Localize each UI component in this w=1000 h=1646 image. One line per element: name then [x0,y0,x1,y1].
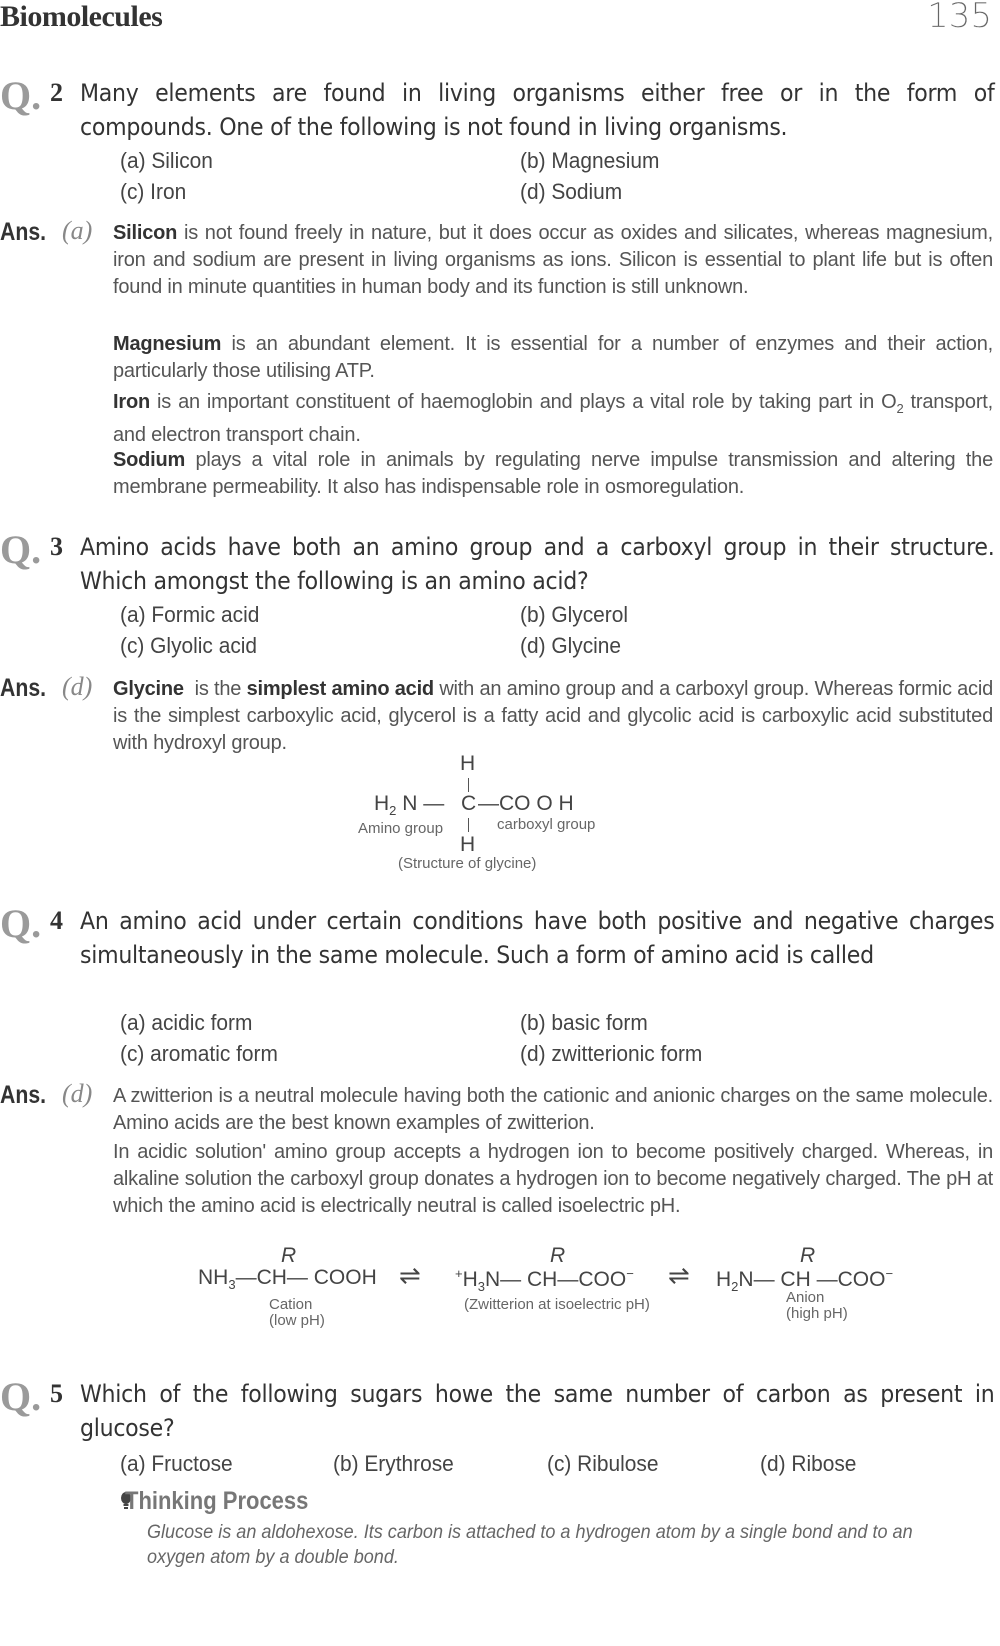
question-number: 4 [50,906,63,935]
anion-formula: $H_2N—$ CH —COO− [716,1266,894,1295]
amino-nh2: $H_2$ N — [374,792,445,819]
page-header [0,0,1000,40]
carboxyl-group-label: carboxyl group [497,816,596,833]
zwitterion-formula: $^+H_3N—$ CH—COO− [455,1266,634,1295]
alpha-carbon: C [461,792,477,815]
option-a: (a) Formic acid [120,602,260,627]
answer-paragraph: In acidic solution' amino group accepts a hydrogen ion to become positively charged. Whereas, in alkaline solution the carboxyl group donates a hydrogen ion to become negatively charged. The pH at which the amino acid is electrically neutral is called isoelectric pH. [113,1141,993,1217]
answer-letter: (a) [62,216,93,245]
answer-label: Ans. [0,1081,47,1109]
answer-paragraph: Sodium plays a vital role in animals by regulating nerve impulse transmission and altering the membrane permeability. It also has indispensable role in osmoregulation. [113,449,993,498]
bond-line [468,818,469,832]
equilibrium-arrow-icon: ⇌ [399,1260,421,1290]
answer-paragraph: Silicon is not found freely in nature, but it does occur as oxides and silicates, whereas magnesium, iron and sodium are present in living organisms as ions. Silicon is essential to plant life but is often found in minute quantities in human body and its function is still unknown. [113,222,993,298]
top-hydrogen: H [460,752,476,775]
cation-formula: $NH_3—CH—$ COOH [198,1266,377,1293]
option-c: (c) aromatic form [120,1041,278,1066]
cation-ph-label: (low pH) [269,1312,325,1329]
structure-caption: (Structure of glycine) [398,855,537,872]
option-d: (d) zwitterionic form [520,1041,703,1066]
option-b: (b) Glycerol [520,602,629,627]
chapter-title: Biomolecules [0,0,163,33]
option-a: (a) Fructose [120,1451,233,1476]
answer-label: Ans. [0,218,47,246]
option-d: (d) Sodium [520,179,623,204]
answer-paragraph: A zwitterion is a neutral molecule having both the cationic and anionic charges on the same molecule. Amino acids are the best known examples of zwitterion. [113,1085,993,1134]
answer-paragraph: Glycine is the simplest amino acid with an amino group and a carboxyl group. Whereas formic acid is the simplest carboxylic acid, glycerol is a fatty acid and glycolic acid is carboxylic acid substituted with hydroxyl group. [113,678,994,754]
carboxyl-cooh: —CO O H [478,792,574,815]
option-a: (a) Silicon [120,148,213,173]
option-a: (a) acidic form [120,1010,253,1035]
question-number: 3 [50,532,63,561]
option-c: (c) Ribulose [547,1451,659,1476]
option-d: (d) Glycine [520,633,622,658]
option-c: (c) Iron [120,179,187,204]
term: Sodium [113,449,186,471]
answer-letter: (d) [62,672,93,701]
bottom-hydrogen: H [460,833,476,856]
answer-label: Ans. [0,674,47,702]
anion-label: Anion [786,1289,825,1306]
question-number: 2 [50,78,63,107]
answer-paragraph: Iron is an important constituent of haemoglobin and plays a vital role by taking part in $O_2$ transport, and electron transport chain. [113,391,994,446]
thinking-text: Glucose is an aldohexose. Its carbon is attached to a hydrogen atom by a single bond and to an oxygen atom by a double bond. [147,1522,913,1568]
term: Magnesium [113,333,222,355]
option-d: (d) Ribose [760,1451,857,1476]
term: Silicon [113,222,178,244]
cation-label: Cation [269,1296,313,1313]
question-number: 5 [50,1379,63,1408]
bond-line [468,778,469,792]
thinking-title: Thinking Process [125,1487,309,1515]
option-b: (b) Magnesium [520,148,660,173]
question-mark-icon: Q. [0,1374,42,1419]
question-text: An amino acid under certain conditions have both positive and negative charges simultaneously in the same molecule. Such a form of amino acid is called [80,907,995,969]
option-b: (b) Erythrose [333,1451,454,1476]
r-group: R [281,1244,297,1267]
r-group: R [800,1244,816,1267]
option-c: (c) Glyolic acid [120,633,258,658]
formula: $O_2$ [881,391,904,416]
question-mark-icon: Q. [0,73,42,118]
answer-letter: (d) [62,1079,93,1108]
equilibrium-arrow-icon: ⇌ [668,1260,690,1290]
answer-paragraph: Magnesium is an abundant element. It is essential for a number of enzymes and their action, particularly those utilising ATP. [113,333,993,382]
anion-ph-label: (high pH) [786,1305,848,1322]
r-group: R [550,1244,566,1267]
page-number: 135 [927,0,992,36]
term: Iron [113,391,150,413]
amino-group-label: Amino group [358,820,444,837]
question-mark-icon: Q. [0,527,42,572]
option-b: (b) basic form [520,1010,648,1035]
question-text: Which of the following sugars howe the same number of carbon as present in glucose? [80,1380,995,1442]
question-text: Amino acids have both an amino group and a carboxyl group in their structure. Which amongst the following is an amino acid? [80,533,995,595]
question-text: Many elements are found in living organisms either free or in the form of compounds. One of the following is not found in living organisms. [80,79,995,141]
zwitterion-label: (Zwitterion at isoelectric pH) [464,1296,650,1313]
question-mark-icon: Q. [0,901,42,946]
